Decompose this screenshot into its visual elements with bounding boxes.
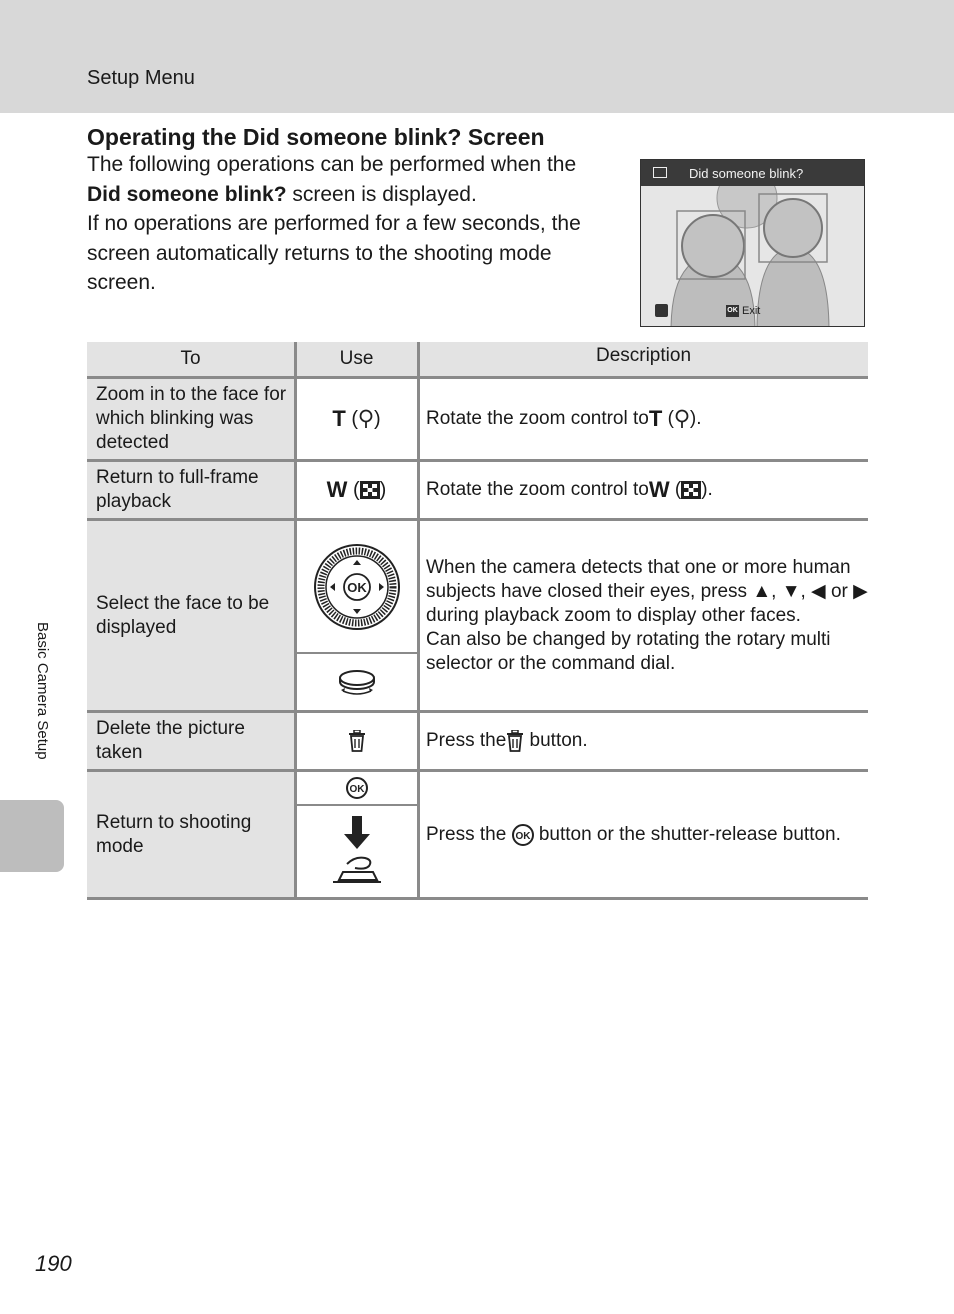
row-3-to: Select the face to be displayed xyxy=(87,521,294,710)
row-2-to: Return to full-frame playback xyxy=(87,462,294,518)
table-rule xyxy=(87,897,868,900)
row-1-to: Zoom in to the face for which blinking was detected xyxy=(87,379,294,459)
command-dial-icon xyxy=(337,667,377,697)
svg-text:OK: OK xyxy=(349,784,364,795)
magnify-icon xyxy=(674,409,690,429)
header-use: Use xyxy=(296,342,417,377)
exit-label: Exit xyxy=(742,305,761,317)
shutter-release-icon xyxy=(327,812,387,892)
table-column-rule xyxy=(417,342,420,897)
section-label: Setup Menu xyxy=(87,67,195,89)
magnify-icon xyxy=(358,409,374,429)
ok-icon: OK xyxy=(726,305,739,317)
table-rule xyxy=(87,376,868,379)
camera-screen-illustration xyxy=(640,159,865,327)
page-title: Operating the Did someone blink? Screen xyxy=(87,124,545,150)
zoom-icon xyxy=(655,304,668,317)
ok-button-icon xyxy=(512,824,534,846)
intro-text xyxy=(87,150,617,298)
intro-paragraph-2: If no operations are performed for a few seconds, the screen automatically returns to the shooting mode screen. xyxy=(87,212,581,294)
table-column-rule xyxy=(294,342,297,897)
intro-paragraph-1: The following operations can be performed when the Did someone blink? screen is displayed. xyxy=(87,153,577,206)
trash-icon xyxy=(506,730,524,752)
row-3-use-multiselector xyxy=(296,521,417,652)
side-label: Basic Camera Setup xyxy=(34,622,51,760)
svg-text:OK: OK xyxy=(346,579,367,595)
row-5-use-ok xyxy=(296,772,417,804)
table-rule xyxy=(87,518,868,521)
row-5-use-shutter xyxy=(296,806,417,897)
row-4-use xyxy=(296,713,417,769)
row-2-use: W ( ) xyxy=(296,462,417,518)
row-3-description: When the camera detects that one or more human subjects have closed their eyes, press ▲, ▼, ◀ or ▶ during playback zoom to display other faces. Can also be changed by rotating the rotary multi selector or the command dial. xyxy=(426,556,868,674)
row-5-description: Press the OK button or the shutter-release button. xyxy=(426,823,841,845)
trash-icon xyxy=(348,730,366,752)
row-4-to: Delete the picture taken xyxy=(87,713,294,769)
rotary-multi-selector-icon xyxy=(313,543,401,631)
header-band xyxy=(0,0,954,113)
row-1-description: Rotate the zoom control to T ( ). xyxy=(426,406,702,431)
table-rule xyxy=(87,459,868,462)
camera-screen-title-bar xyxy=(641,160,864,186)
thumbnail-icon xyxy=(681,481,701,499)
row-4-description: Press the button. xyxy=(426,730,588,751)
side-tab xyxy=(0,800,64,872)
ok-button-icon xyxy=(346,777,368,799)
table-rule xyxy=(87,769,868,772)
header-description: Description xyxy=(419,342,868,377)
row-1-use: T ( ) xyxy=(296,379,417,459)
header-to: To xyxy=(87,342,294,377)
thumbnail-icon xyxy=(360,481,380,499)
camera-screen-title: Did someone blink? xyxy=(689,166,804,181)
table-rule xyxy=(87,710,868,713)
blink-warning-icon xyxy=(653,167,667,178)
page-number: 190 xyxy=(35,1251,72,1276)
row-5-to: Return to shooting mode xyxy=(87,772,294,897)
row-2-description: Rotate the zoom control to W ( ). xyxy=(426,477,713,502)
row-3-use-command-dial xyxy=(296,654,417,710)
svg-text:OK: OK xyxy=(515,830,531,842)
